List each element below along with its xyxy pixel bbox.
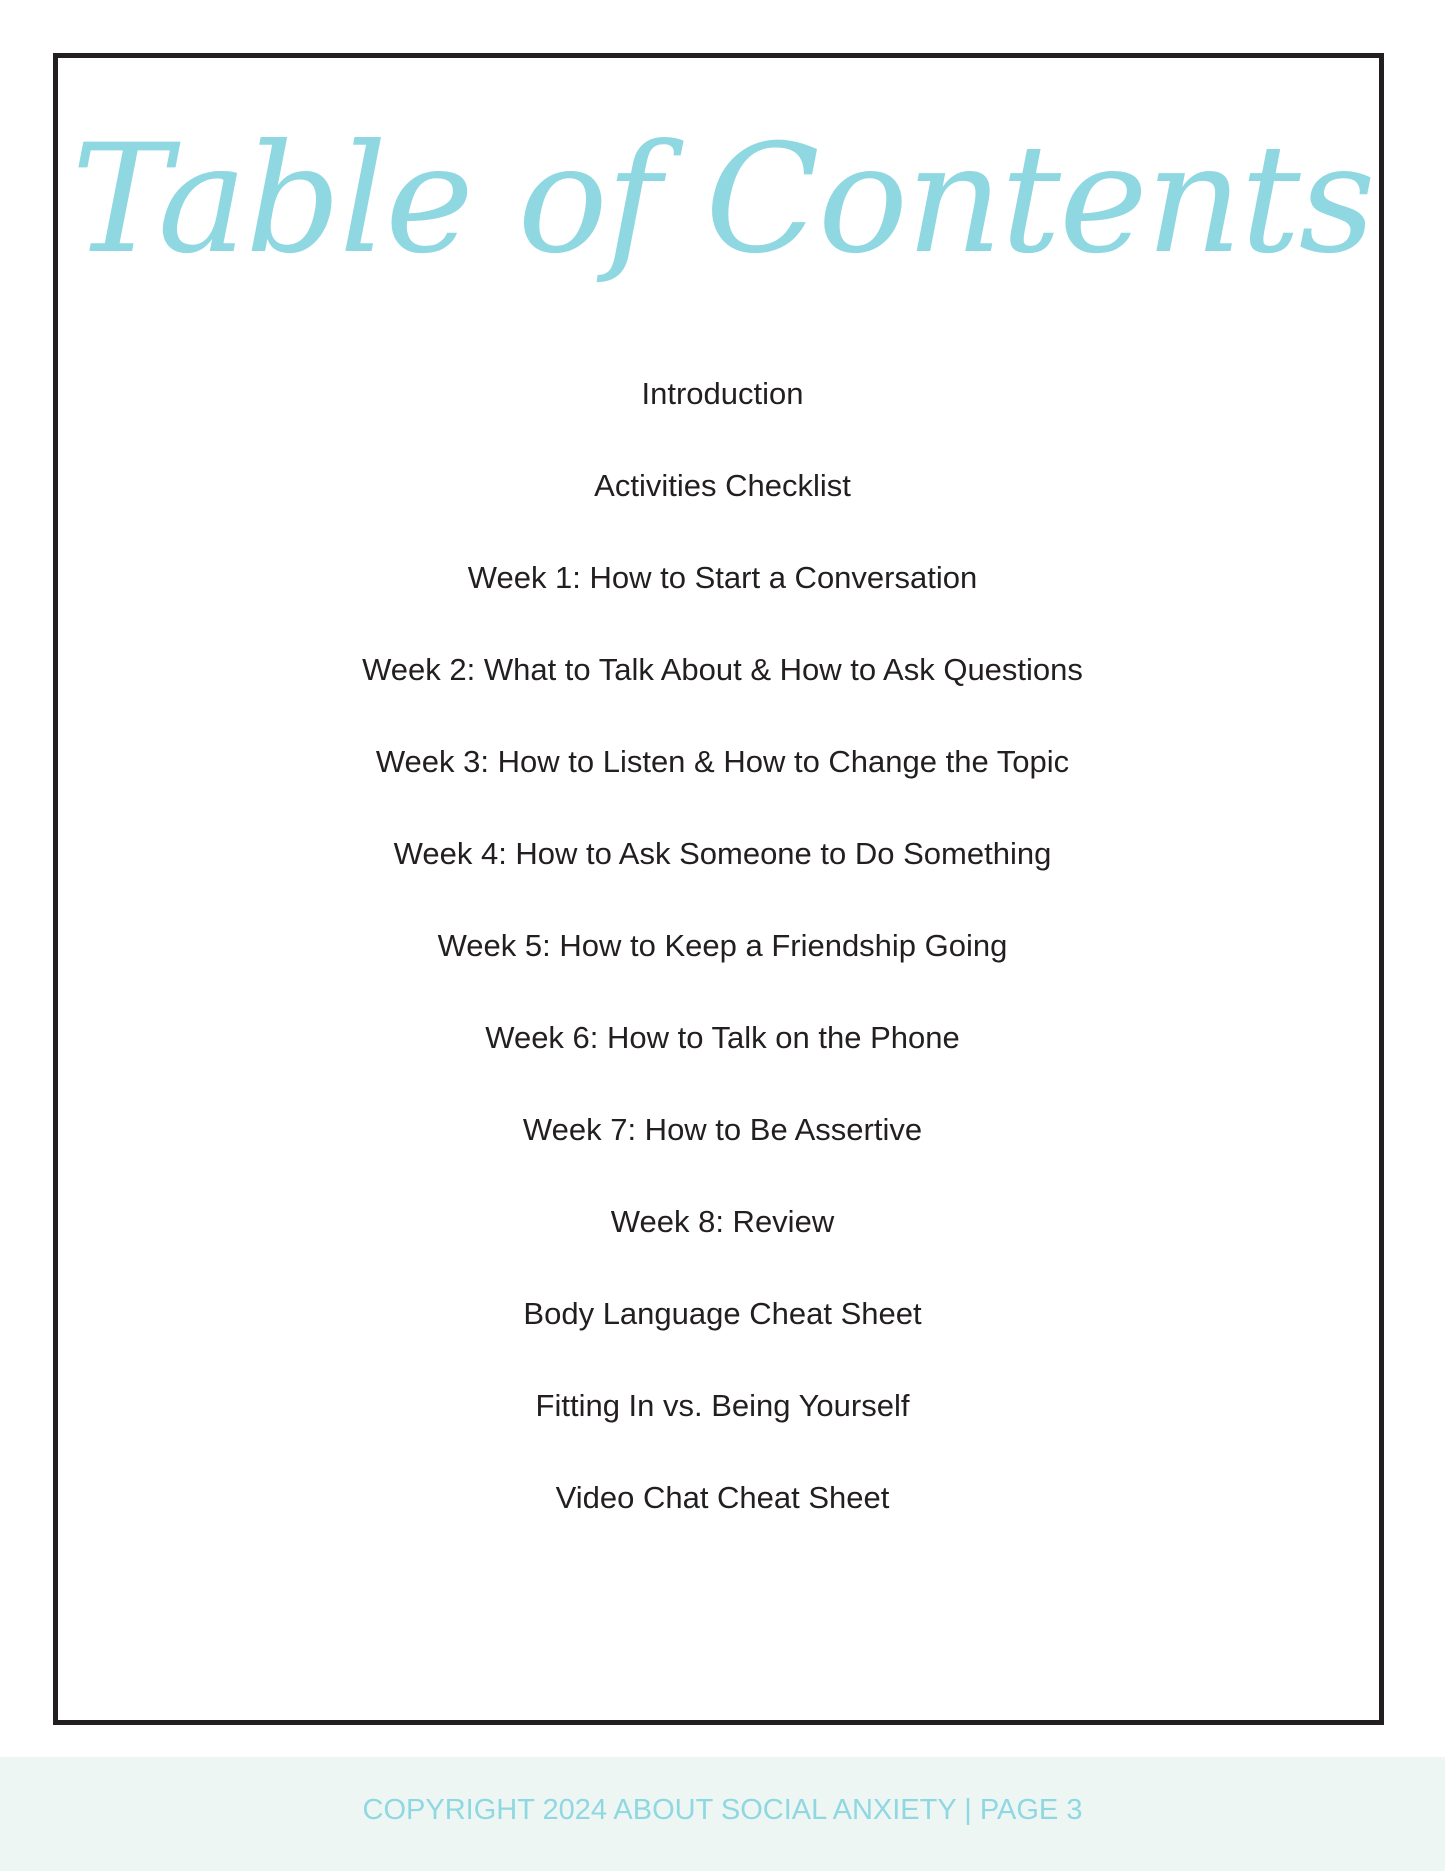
toc-entry-week-4: Week 4: How to Ask Someone to Do Something [393,836,1052,871]
toc-entry-video-chat: Video Chat Cheat Sheet [555,1480,890,1515]
toc-entry-body-language: Body Language Cheat Sheet [523,1296,922,1331]
table-of-contents-list [0,368,1445,1564]
page-title: Table of Contents [71,113,1374,287]
toc-entry-week-5: Week 5: How to Keep a Friendship Going [437,928,1008,963]
toc-entry-introduction: Introduction [641,376,804,411]
toc-entry-fitting-in: Fitting In vs. Being Yourself [535,1388,910,1423]
toc-entry-week-1: Week 1: How to Start a Conversation [467,560,978,595]
footer-copyright-text: COPYRIGHT 2024 ABOUT SOCIAL ANXIETY | PAGE 3 [362,1794,1083,1826]
toc-entry-week-7: Week 7: How to Be Assertive [522,1112,923,1147]
toc-entry-week-3: Week 3: How to Listen & How to Change the Topic [375,744,1070,779]
page-footer [0,1757,1445,1871]
toc-entry-activities-checklist: Activities Checklist [594,468,851,503]
toc-entry-week-6: Week 6: How to Talk on the Phone [485,1020,960,1055]
toc-entry-week-8: Week 8: Review [610,1204,835,1239]
toc-entry-week-2: Week 2: What to Talk About & How to Ask Questions [362,652,1083,687]
